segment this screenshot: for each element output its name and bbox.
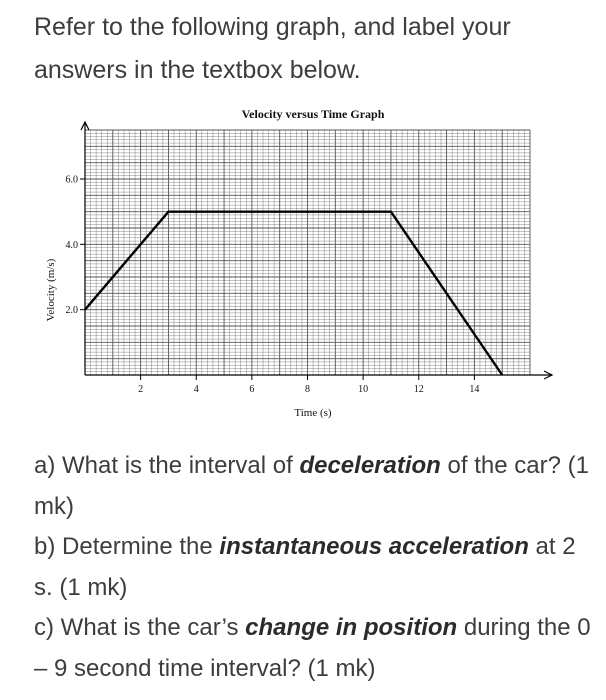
velocity-time-chart: [30, 100, 560, 430]
question-b-keyword: instantaneous acceleration: [219, 533, 529, 560]
intro-line-1: Refer to the following graph, and label your: [34, 13, 511, 41]
question-b-post: at 2 s. (1 mk): [34, 533, 576, 601]
x-tick-label: 2: [138, 384, 144, 395]
x-axis-label: Time (s): [294, 407, 332, 419]
x-tick-label: 8: [305, 384, 310, 395]
x-tick-label: 10: [358, 384, 369, 395]
intro-text: [34, 6, 594, 92]
chart-grid: [85, 130, 530, 375]
question-b-pre: b) Determine the: [34, 533, 220, 560]
question-a: [34, 446, 594, 527]
question-c-pre: c) What is the car’s: [34, 614, 246, 641]
chart-title: Velocity versus Time Graph: [241, 107, 385, 121]
question-c-post: during the 0 – 9 second time interval? (1 mk): [34, 614, 591, 682]
question-b: [34, 527, 594, 608]
x-tick-label: 4: [193, 384, 199, 395]
questions: [34, 446, 594, 689]
x-tick-label: 6: [249, 384, 255, 395]
y-tick-label: 6.0: [65, 174, 78, 186]
y-tick-label: 2.0: [65, 305, 78, 317]
x-tick-label: 12: [413, 384, 424, 395]
question-c: [34, 608, 594, 689]
question-c-keyword: change in position: [245, 614, 458, 641]
question-a-keyword: deceleration: [299, 452, 441, 479]
question-a-pre: a) What is the interval of: [34, 452, 300, 479]
y-axis-label: Velocity (m/s): [45, 258, 57, 322]
question-a-post: of the car? (1 mk): [34, 452, 589, 520]
x-tick-label: 14: [469, 384, 480, 395]
intro-line-2: answers in the textbox below.: [34, 56, 361, 84]
y-tick-label: 4.0: [65, 239, 78, 251]
